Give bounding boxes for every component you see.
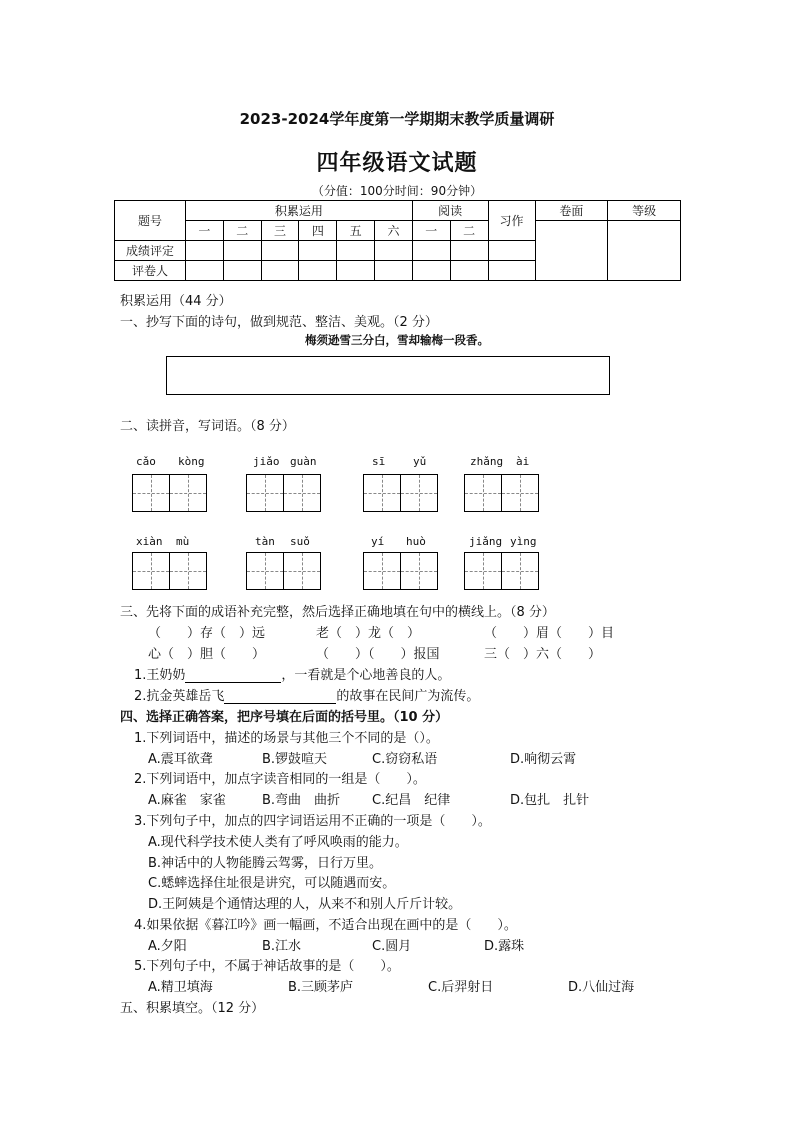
option: B.神话中的人物能腾云驾雾，日行万里。: [148, 856, 383, 871]
pinyin: guàn: [290, 455, 317, 468]
poem-text: 梅须逊雪三分白，雪却输梅一段香。: [305, 333, 489, 347]
pinyin: tàn: [255, 535, 275, 548]
th-yuedu: 阅读: [412, 201, 488, 221]
option: B.弯曲 曲折: [262, 793, 341, 808]
score-table: [114, 200, 681, 281]
pinyin: jiǎo: [253, 455, 280, 468]
answer-blank[interactable]: [185, 668, 281, 683]
idiom-blank: 心（ ）胆（ ）: [148, 647, 266, 662]
q1-title: 一、抄写下面的诗句，做到规范、整洁、美观。（2 分）: [120, 315, 438, 330]
tianzige-box[interactable]: [132, 552, 207, 590]
th-tihao: 题号: [115, 201, 186, 241]
option: C.后羿射日: [428, 980, 494, 995]
copy-box[interactable]: [166, 356, 610, 395]
idiom-blank: 三（ ）六（ ）: [484, 647, 602, 662]
option: A.麻雀 家雀: [148, 793, 226, 808]
tianzige-box[interactable]: [464, 552, 539, 590]
option: D.包扎 扎针: [510, 793, 590, 808]
option: B.三顾茅庐: [288, 980, 354, 995]
option: C.纪昌 纪律: [372, 793, 451, 808]
idiom-blank: （ ）（ ）报国: [316, 647, 440, 662]
th-num: 二: [223, 221, 261, 241]
option: C.蟋蟀选择住址很是讲究，可以随遇而安。: [148, 876, 396, 891]
pinyin: cǎo: [136, 455, 156, 468]
idiom-blank: 老（ ）龙（ ）: [316, 626, 421, 641]
q3-sentence-2: 2.抗金英雄岳飞 的故事在民间广为流传。: [134, 689, 480, 704]
th-dengji: 等级: [608, 201, 681, 221]
th-juanmian: 卷面: [535, 201, 608, 221]
option: C.窃窃私语: [372, 752, 438, 767]
option: A.精卫填海: [148, 980, 213, 995]
option: D.八仙过海: [568, 980, 635, 995]
pinyin: ài: [516, 455, 530, 468]
option: B.锣鼓喧天: [262, 752, 328, 767]
th-num: 六: [375, 221, 413, 241]
cell-dengji: [608, 221, 681, 281]
tianzige-box[interactable]: [363, 552, 438, 590]
q4-item: 5.下列句子中，不属于神话故事的是（ ）。: [134, 959, 400, 974]
idiom-blank: （ ）眉（ ）目: [484, 626, 615, 641]
option: A.夕阳: [148, 939, 187, 954]
pinyin: suǒ: [290, 535, 310, 548]
q3-title: 三、先将下面的成语补充完整，然后选择正确地填在句中的横线上。（8 分）: [120, 605, 555, 620]
th-num: 二: [450, 221, 488, 241]
q3-sentence-1: 1.王奶奶 ，一看就是个心地善良的人。: [134, 668, 451, 683]
idiom-blank: （ ）存（ ）远: [148, 626, 266, 641]
tianzige-box[interactable]: [246, 474, 321, 512]
pinyin: sī: [372, 455, 386, 468]
page-title: 四年级语文试题: [316, 151, 478, 176]
row-grader-label: 评卷人: [115, 261, 186, 281]
th-num: 四: [299, 221, 337, 241]
tianzige-box[interactable]: [363, 474, 438, 512]
pinyin: mù: [176, 535, 190, 548]
pinyin: yǔ: [413, 455, 427, 468]
q4-item: 4.如果依据《暮江吟》画一幅画，不适合出现在画中的是（ ）。: [134, 918, 517, 933]
tianzige-box[interactable]: [132, 474, 207, 512]
th-jilei: 积累运用: [186, 201, 413, 221]
option: A.现代科学技术使人类有了呼风唤雨的能力。: [148, 835, 408, 850]
q2-title: 二、读拼音，写词语。（8 分）: [120, 419, 295, 434]
q4-item: 3.下列句子中，加点的四字词语运用不正确的一项是（ ）。: [134, 814, 491, 829]
tianzige-box[interactable]: [246, 552, 321, 590]
q4-item: 1.下列词语中，描述的场景与其他三个不同的是（）。: [134, 731, 439, 746]
option: D.响彻云霄: [510, 752, 577, 767]
pinyin: huò: [406, 535, 426, 548]
answer-blank[interactable]: [224, 689, 336, 704]
exam-header: 2023-2024学年度第一学期期末教学质量调研: [239, 110, 555, 128]
pinyin: yìng: [510, 535, 537, 548]
exam-info: （分值：100分时间：90分钟）: [311, 184, 483, 198]
cell-juanmian: [535, 221, 608, 281]
pinyin: zhǎng: [470, 455, 504, 468]
option: C.圆月: [372, 939, 412, 954]
pinyin: yí: [371, 535, 385, 548]
option: B.江水: [262, 939, 302, 954]
row-score-label: 成绩评定: [115, 241, 186, 261]
section-title: 积累运用（44 分）: [120, 294, 232, 309]
tianzige-box[interactable]: [464, 474, 539, 512]
q4-title: 四、选择正确答案，把序号填在后面的括号里。（10 分）: [120, 710, 449, 725]
th-num: 一: [186, 221, 224, 241]
th-num: 一: [412, 221, 450, 241]
th-num: 三: [261, 221, 299, 241]
option: D.露珠: [484, 939, 525, 954]
q5-title: 五、积累填空。（12 分）: [120, 1001, 265, 1016]
pinyin: kòng: [178, 455, 205, 468]
option: A.震耳欲聋: [148, 752, 213, 767]
th-num: 五: [337, 221, 375, 241]
pinyin: xiàn: [136, 535, 163, 548]
pinyin: jiǎng: [469, 535, 503, 548]
option: D.王阿姨是个通情达理的人，从来不和别人斤斤计较。: [148, 897, 462, 912]
q4-item: 2.下列词语中，加点字读音相同的一组是（ ）。: [134, 772, 426, 787]
th-xizuo: 习作: [488, 201, 535, 241]
